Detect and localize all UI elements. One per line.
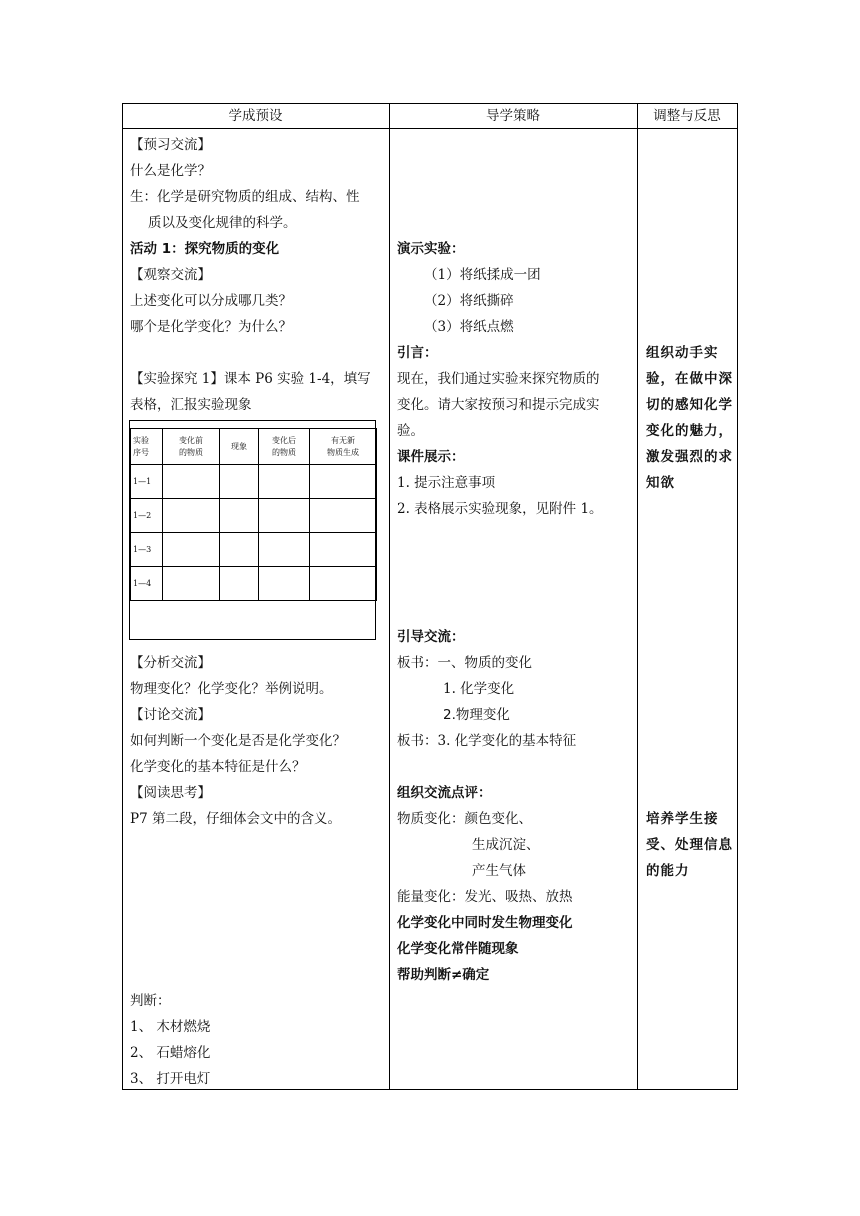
th-after xyxy=(259,429,310,465)
observe-heading: 【观察交流】 xyxy=(130,267,211,283)
analysis-heading: 【分析交流】 xyxy=(130,655,211,671)
judge-item-3: 3、 打开电灯 xyxy=(130,1071,211,1087)
analysis-q: 物理变化？化学变化？举例说明。 xyxy=(130,681,333,697)
th-before-line1: 变化前 xyxy=(179,435,203,445)
header-col2: 导学策略 xyxy=(486,108,540,124)
table-cell xyxy=(163,533,220,567)
table-left-border xyxy=(122,103,123,1090)
key-point-1: 化学变化中同时发生物理变化 xyxy=(397,915,573,931)
experiment-line-2: 表格，汇报实验现象 xyxy=(130,397,252,413)
table-cell xyxy=(163,499,220,533)
table-cell xyxy=(259,567,310,601)
org-heading: 组织交流点评： xyxy=(397,785,492,801)
th-before-line2: 的物质 xyxy=(179,447,203,457)
table-right-border xyxy=(737,103,738,1090)
table-cell xyxy=(310,499,377,533)
table-cell xyxy=(220,567,259,601)
th-seq-line1: 实验 xyxy=(133,435,149,445)
key-point-2: 化学变化常伴随现象 xyxy=(397,941,519,957)
answer-line-1: 生：化学是研究物质的组成、结构、性 xyxy=(130,189,360,205)
experiment-table-frame xyxy=(129,420,376,640)
table-cell xyxy=(163,465,220,499)
col-divider-1 xyxy=(389,103,390,1090)
table-row xyxy=(131,465,377,499)
activity-heading: 活动 1：探究物质的变化 xyxy=(130,241,280,257)
th-new-line2: 物质生成 xyxy=(327,447,359,457)
show-item-2: 2. 表格展示实验现象，见附件 1。 xyxy=(397,501,603,517)
intro-line-3: 验。 xyxy=(397,423,424,439)
experiment-table-header xyxy=(131,429,377,465)
reading-task: P7 第二段，仔细体会文中的含义。 xyxy=(130,811,341,827)
th-phenomenon-line1: 现象 xyxy=(231,441,247,451)
discussion-heading: 【讨论交流】 xyxy=(130,707,211,723)
intro-heading: 引言： xyxy=(397,345,438,361)
demo-heading: 演示实验： xyxy=(397,241,465,257)
table-bottom-border xyxy=(122,1089,738,1090)
intro-line-1: 现在，我们通过实验来探究物质的 xyxy=(397,371,600,387)
table-cell xyxy=(310,533,377,567)
key-point-3: 帮助判断≠确定 xyxy=(397,967,490,983)
demo-step-2: （2）将纸撕碎 xyxy=(424,293,514,309)
table-cell xyxy=(220,533,259,567)
guide-heading: 引导交流： xyxy=(397,629,465,645)
th-seq-line2: 序号 xyxy=(133,447,149,457)
reflection-note-1: 组织动手实验，在做中深切的感知化学变化的魅力，激发强烈的求知欲 xyxy=(646,345,733,491)
reflection-note-2: 培养学生接受、处理信息的能力 xyxy=(646,811,733,879)
th-seq xyxy=(131,429,163,465)
table-cell xyxy=(163,567,220,601)
header-col3: 调整与反思 xyxy=(653,108,721,124)
answer-line-2: 质以及变化规律的科学。 xyxy=(148,215,297,231)
table-cell xyxy=(259,499,310,533)
board-line-4: 板书：3. 化学变化的基本特征 xyxy=(397,733,577,749)
table-cell xyxy=(220,465,259,499)
board-line-1: 板书：一、物质的变化 xyxy=(397,655,532,671)
phys-change-2: 生成沉淀、 xyxy=(472,837,540,853)
table-row xyxy=(131,533,377,567)
table-cell xyxy=(310,567,377,601)
preview-heading: 【预习交流】 xyxy=(130,137,211,153)
row-label: 1—2 xyxy=(131,499,163,533)
judge-item-1: 1、 木材燃烧 xyxy=(130,1019,211,1035)
discussion-q1: 如何判断一个变化是否是化学变化？ xyxy=(130,733,346,749)
judge-item-2: 2、 石蜡熔化 xyxy=(130,1045,211,1061)
reading-heading: 【阅读思考】 xyxy=(130,785,211,801)
header-col1: 学成预设 xyxy=(228,108,283,124)
table-cell xyxy=(259,533,310,567)
th-before xyxy=(163,429,220,465)
row-label: 1—3 xyxy=(131,533,163,567)
row-label: 1—4 xyxy=(131,567,163,601)
th-phenomenon xyxy=(220,429,259,465)
phys-change-1: 物质变化：颜色变化、 xyxy=(397,811,532,827)
discussion-q2: 化学变化的基本特征是什么？ xyxy=(130,759,306,775)
table-cell xyxy=(310,465,377,499)
th-new-line1: 有无新 xyxy=(331,435,355,445)
board-line-3: 2.物理变化 xyxy=(443,707,510,723)
intro-line-2: 变化。请大家按预习和提示完成实 xyxy=(397,397,600,413)
table-row xyxy=(131,567,377,601)
table-cell xyxy=(220,499,259,533)
show-heading: 课件展示： xyxy=(397,449,465,465)
row-label: 1—1 xyxy=(131,465,163,499)
observe-q2: 哪个是化学变化？为什么？ xyxy=(130,319,292,335)
observe-q1: 上述变化可以分成哪几类？ xyxy=(130,293,292,309)
table-row xyxy=(131,499,377,533)
th-after-line2: 的物质 xyxy=(272,447,296,457)
judge-heading: 判断： xyxy=(130,993,171,1009)
demo-step-3: （3）将纸点燃 xyxy=(424,319,514,335)
show-item-1: 1. 提示注意事项 xyxy=(397,475,496,491)
phys-change-3: 产生气体 xyxy=(472,863,526,879)
experiment-line-1: 【实验探究 1】课本 P6 实验 1-4，填写 xyxy=(130,371,371,387)
board-line-2: 1. 化学变化 xyxy=(443,681,515,697)
table-cell xyxy=(259,465,310,499)
th-after-line1: 变化后 xyxy=(272,435,296,445)
th-new-substance xyxy=(310,429,377,465)
demo-step-1: （1）将纸揉成一团 xyxy=(424,267,541,283)
energy-change: 能量变化：发光、吸热、放热 xyxy=(397,889,573,905)
experiment-table xyxy=(130,428,377,601)
col-divider-2 xyxy=(637,103,638,1090)
question-line: 什么是化学？ xyxy=(130,163,211,179)
